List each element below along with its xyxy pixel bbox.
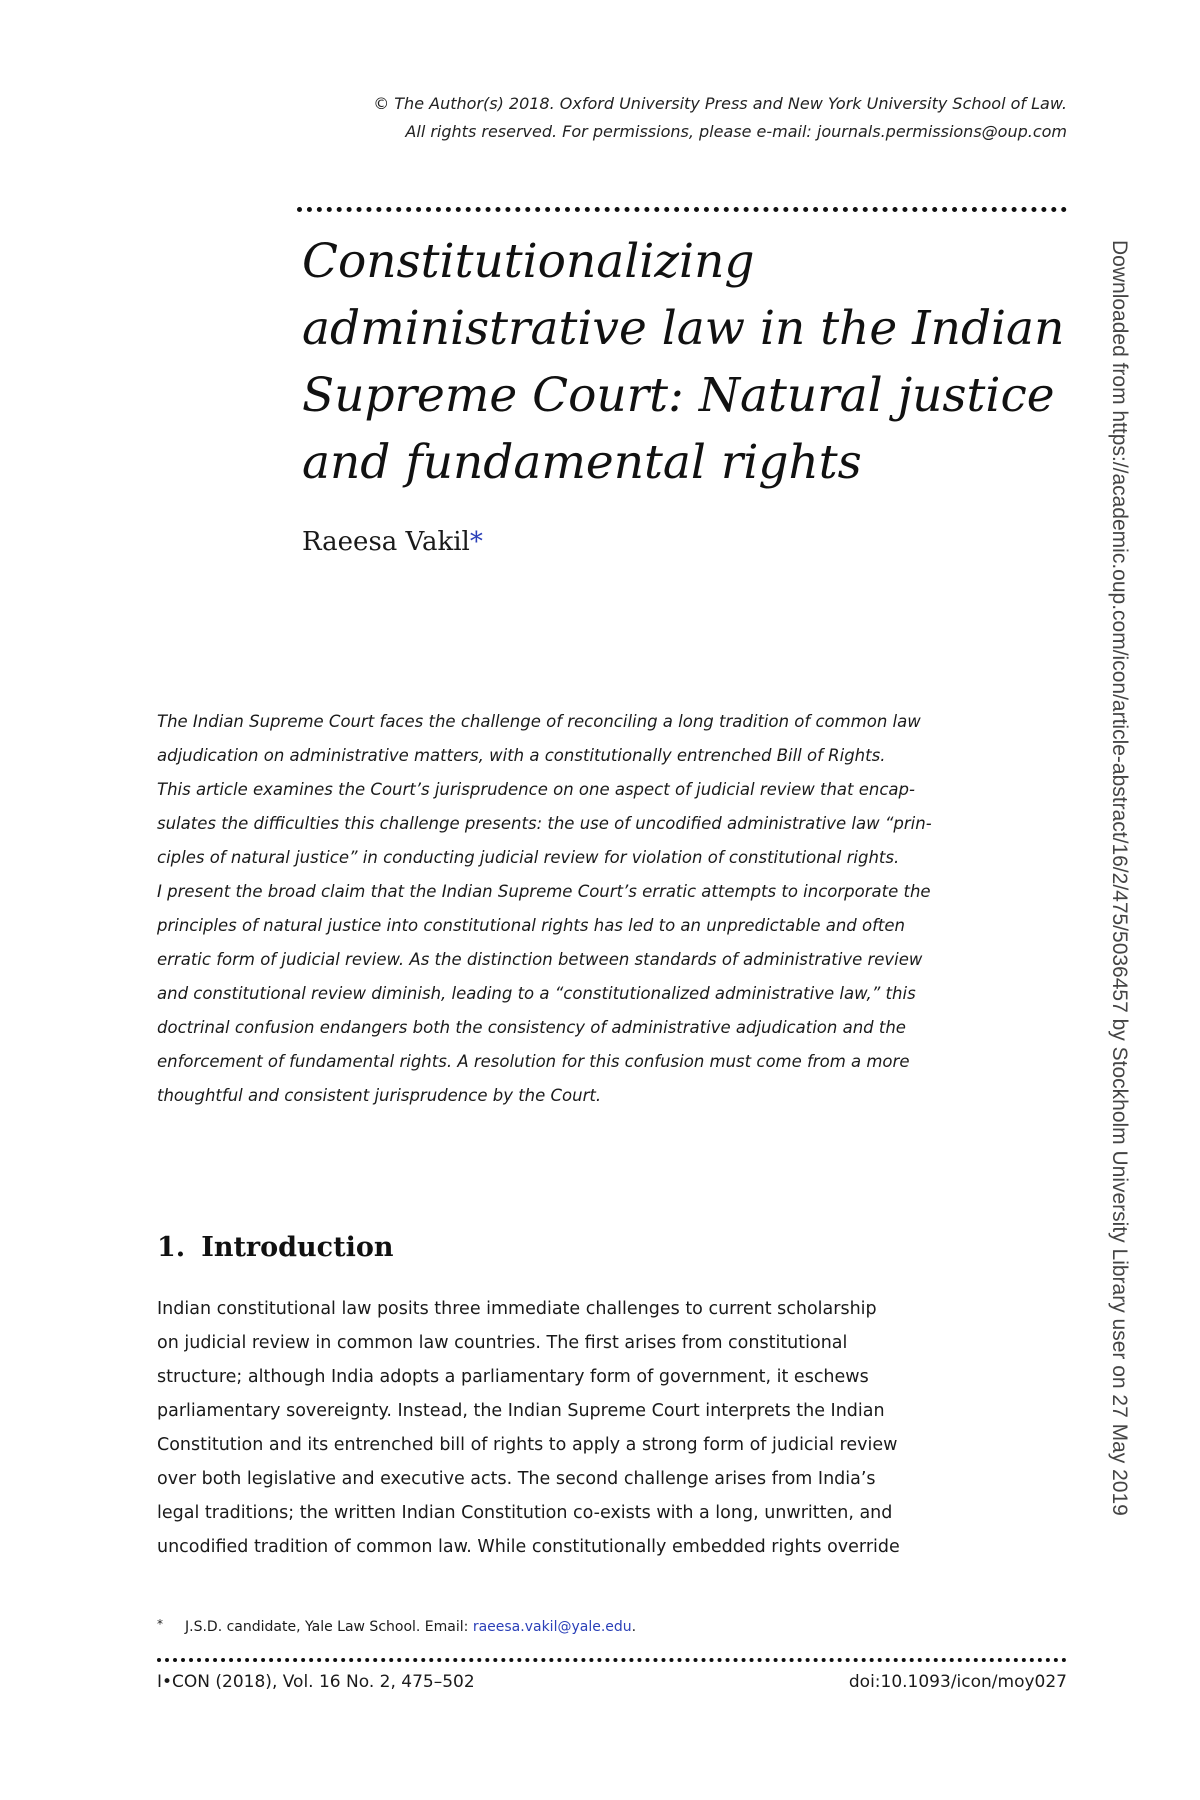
title-line: and fundamental rights	[302, 435, 862, 490]
author-text: Raeesa Vakil	[302, 527, 470, 557]
title-line: administrative law in the Indian	[302, 301, 1065, 356]
download-watermark: Downloaded from https://academic.oup.com/icon/article-abstract/16/2/475/5036457 by Stockholm University Library user on 27 May 2019	[1108, 240, 1131, 1516]
abstract-line: ciples of natural justice” in conducting judicial review for violation of constitutional rights.	[157, 848, 900, 867]
footnote	[157, 1617, 636, 1635]
abstract-line: and constitutional review diminish, leading to a “constitutionalized administrative law,” this	[157, 984, 916, 1003]
body-line: legal traditions; the written Indian Constitution co-exists with a long, unwritten, and	[157, 1503, 893, 1523]
abstract-line: thoughtful and consistent jurisprudence by the Court.	[157, 1086, 602, 1105]
copyright-notice	[373, 90, 1067, 146]
body-line: Constitution and its entrenched bill of rights to apply a strong form of judicial review	[157, 1435, 898, 1455]
journal-citation: I•CON (2018), Vol. 16 No. 2, 475–502	[157, 1672, 475, 1692]
body-line: parliamentary sovereignty. Instead, the Indian Supreme Court interprets the Indian	[157, 1401, 885, 1421]
abstract-line: sulates the difficulties this challenge presents: the use of uncodified administrative law “prin-	[157, 814, 932, 833]
title-line: Constitutionalizing	[302, 234, 755, 289]
body-line: Indian constitutional law posits three immediate challenges to current scholarship	[157, 1299, 877, 1319]
top-divider	[297, 207, 1067, 212]
copyright-line: All rights reserved. For permissions, please e-mail: journals.permissions@oup.com	[405, 122, 1067, 141]
footnote-end: .	[631, 1619, 637, 1635]
body-line: uncodified tradition of common law. While constitutionally embedded rights override	[157, 1537, 900, 1557]
abstract-line: The Indian Supreme Court faces the challenge of reconciling a long tradition of common law	[157, 712, 921, 731]
section-number: 1.	[157, 1232, 186, 1263]
abstract-line: enforcement of fundamental rights. A resolution for this confusion must come from a more	[157, 1052, 910, 1071]
abstract-line: I present the broad claim that the Indian Supreme Court’s erratic attempts to incorporate the	[157, 882, 931, 901]
abstract	[157, 705, 1067, 1113]
abstract-line: doctrinal confusion endangers both the consistency of administrative adjudication and the	[157, 1018, 906, 1037]
section-heading	[157, 1232, 393, 1263]
author-email-link[interactable]: raeesa.vakil@yale.edu	[472, 1619, 632, 1635]
abstract-line: adjudication on administrative matters, with a constitutionally entrenched Bill of Rights.	[157, 746, 886, 765]
section-title: Introduction	[201, 1232, 394, 1263]
abstract-line: principles of natural justice into constitutional rights has led to an unpredictable and often	[157, 916, 905, 935]
doi-text: doi:10.1093/icon/moy027	[848, 1672, 1067, 1692]
author-name	[302, 527, 483, 557]
article-title	[302, 228, 1082, 496]
abstract-line: erratic form of judicial review. As the distinction between standards of administrative review	[157, 950, 923, 969]
author-footnote-link[interactable]: *	[469, 527, 483, 557]
copyright-line: © The Author(s) 2018. Oxford University Press and New York University School of Law.	[373, 94, 1067, 113]
bottom-divider	[157, 1658, 1067, 1662]
body-line: structure; although India adopts a parliamentary form of government, it eschews	[157, 1367, 869, 1387]
body-line: over both legislative and executive acts. The second challenge arises from India’s	[157, 1469, 876, 1489]
body-line: on judicial review in common law countries. The first arises from constitutional	[157, 1333, 848, 1353]
footnote-mark: *	[157, 1617, 163, 1631]
title-line: Supreme Court: Natural justice	[302, 368, 1055, 423]
abstract-line: This article examines the Court’s jurisprudence on one aspect of judicial review that encap-	[157, 780, 915, 799]
footnote-text: J.S.D. candidate, Yale Law School. Email:	[185, 1619, 473, 1635]
body-text	[157, 1292, 1067, 1564]
